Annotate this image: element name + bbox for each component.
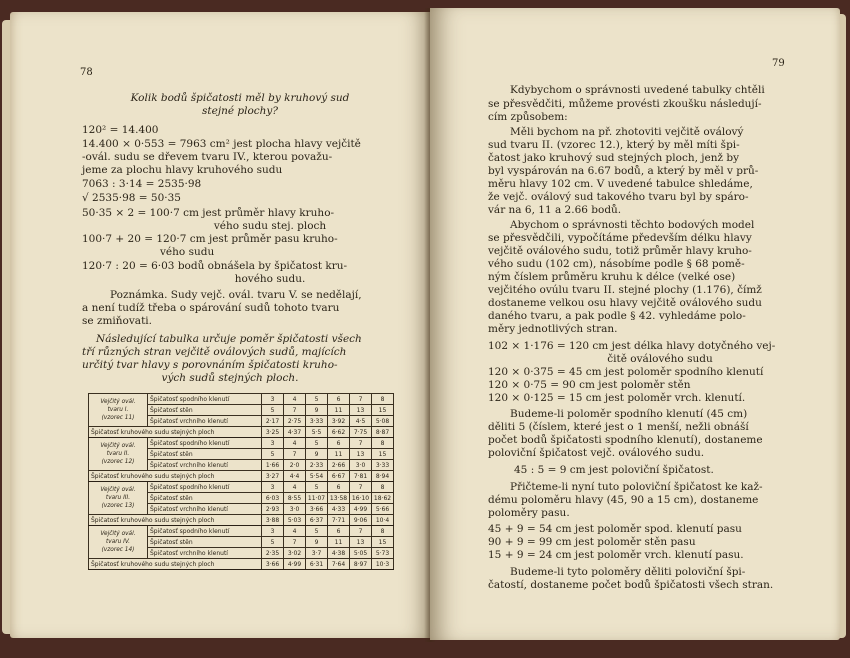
paragraph-line: poloměry pasu. xyxy=(488,507,570,519)
total-value-cell: 8·97 xyxy=(350,559,372,570)
equation-line: 45 + 9 = 54 cm jest poloměr spod. klenutí pasu xyxy=(488,523,742,535)
calc-line: hového sudu. xyxy=(234,273,306,285)
table-total-row xyxy=(89,559,394,570)
row-label: Špičatosť stěn xyxy=(148,405,262,416)
calc-line: 14.400 × 0·553 = 7963 cm² jest plocha hlavy vejčitě xyxy=(82,138,361,150)
calc-line: √ 2535·98 = 50·35 xyxy=(82,192,181,204)
value-cell: 8·55 xyxy=(284,493,306,504)
paragraph-line: vejčitého ovúlu tvaru II. stejné plochy (1.176), čímž xyxy=(488,284,762,296)
total-value-cell: 5·54 xyxy=(306,471,328,482)
paragraph-line: čatostí, dostaneme počet bodů špičatosti všech stran. xyxy=(488,579,774,591)
value-cell: 7 xyxy=(350,438,372,449)
value-cell: 9 xyxy=(306,449,328,460)
table-row xyxy=(89,438,394,449)
value-cell: 5 xyxy=(262,449,284,460)
barrel-shape-label: (vzorec 14) xyxy=(101,547,135,553)
barrel-shape-label: (vzorec 11) xyxy=(101,415,135,421)
note-line: se zmiňovati. xyxy=(82,315,152,327)
table-total-row xyxy=(89,471,394,482)
note-text: Poznámka. Sudy vejč. ovál. tvaru V. se nedělají, xyxy=(110,289,362,301)
paragraph-line: Abychom o správnosti těchto bodových model xyxy=(510,219,755,231)
left-page-number: 78 xyxy=(80,67,93,78)
calc-line: jeme za plochu hlavy kruhového sudu xyxy=(82,164,283,176)
paragraph-line: čatost jako kruhový sud stejných ploch, jenž by xyxy=(488,152,740,164)
total-row-label: Špičatosť kruhového sudu stejných ploch xyxy=(89,515,262,526)
value-cell: 13 xyxy=(350,405,372,416)
section-heading-line-1: Kolik bodů špičatosti měl by kruhový sud xyxy=(130,92,350,104)
paragraph-line: poloviční špičatost vejč. oválového sudu. xyxy=(488,447,705,459)
equation-line: 102 × 1·176 = 120 cm jest délka hlavy dotyčného vej- xyxy=(488,340,776,352)
barrel-shape-label: Vejčitý ovál. xyxy=(100,443,136,449)
value-cell: 2·35 xyxy=(262,548,284,559)
calc-line: -ovál. sudu se dřevem tvaru IV., kterou považu- xyxy=(82,151,333,163)
paragraph-line: se přesvědčiti, můžeme provésti zkoušku následují- xyxy=(488,98,762,110)
equation-line: 90 + 9 = 99 cm jest poloměr stěn pasu xyxy=(488,536,696,548)
total-row-label: Špičatosť kruhového sudu stejných ploch xyxy=(89,471,262,482)
total-row-label: Špičatosť kruhového sudu stejných ploch xyxy=(89,427,262,438)
row-label: Špičatosť stěn xyxy=(148,537,262,548)
value-cell: 5·05 xyxy=(350,548,372,559)
paragraph-line: děliti 5 (číslem, které jest o 1 menší, nežli obnáší xyxy=(488,421,749,433)
barrel-shape-label: tvaru III. xyxy=(105,495,131,501)
value-cell: 16·10 xyxy=(350,493,372,504)
pointedness-table xyxy=(88,393,394,570)
value-cell: 2·33 xyxy=(306,460,328,471)
barrel-shape-label: (vzorec 13) xyxy=(101,503,135,509)
paragraph-line: vého sudu (102 cm), násobíme podle § 68 pomě- xyxy=(488,258,745,270)
paragraph-line: cím způsobem: xyxy=(488,111,568,123)
equation-line: 120 × 0·375 = 45 cm jest poloměr spodního klenutí xyxy=(488,366,764,378)
equation-line: 120 × 0·125 = 15 cm jest poloměr vrch. klenutí. xyxy=(488,392,746,404)
barrel-shape-cell xyxy=(89,438,148,471)
value-cell: 4 xyxy=(284,438,306,449)
value-cell: 11·07 xyxy=(306,493,328,504)
value-cell: 7 xyxy=(284,537,306,548)
barrel-shape-label: Vejčitý ovál. xyxy=(100,487,136,493)
table-intro-line: Následující tabulka určuje poměr špičatosti všech xyxy=(96,333,362,345)
total-row-label: Špičatosť kruhového sudu stejných ploch xyxy=(89,559,262,570)
barrel-shape-label: tvaru IV. xyxy=(105,539,130,545)
value-cell: 5 xyxy=(262,537,284,548)
right-page xyxy=(430,8,840,640)
total-value-cell: 6·62 xyxy=(328,427,350,438)
table-total-row xyxy=(89,515,394,526)
barrel-shape-cell xyxy=(89,482,148,515)
total-value-cell: 6·37 xyxy=(306,515,328,526)
value-cell: 5 xyxy=(306,482,328,493)
paragraph-line: vár na 6, 11 a 2.66 bodů. xyxy=(488,204,622,216)
row-label: Špičatosť spodního klenutí xyxy=(148,438,262,449)
calc-line: vého sudu xyxy=(160,246,215,258)
row-label: Špičatosť vrchního klenutí xyxy=(148,416,262,427)
barrel-shape-label: Vejčitý ovál. xyxy=(100,399,136,405)
value-cell: 5 xyxy=(306,394,328,405)
value-cell: 3·7 xyxy=(306,548,328,559)
value-cell: 8 xyxy=(372,438,394,449)
total-value-cell: 6·67 xyxy=(328,471,350,482)
table-row xyxy=(89,482,394,493)
row-label: Špičatosť spodního klenutí xyxy=(148,526,262,537)
value-cell: 6 xyxy=(328,438,350,449)
row-label: Špičatosť stěn xyxy=(148,493,262,504)
total-value-cell: 9·06 xyxy=(350,515,372,526)
value-cell: 11 xyxy=(328,449,350,460)
value-cell: 3·33 xyxy=(372,460,394,471)
value-cell: 2·66 xyxy=(328,460,350,471)
table-row xyxy=(89,526,394,537)
equation-line: čitě oválového sudu xyxy=(607,353,713,365)
value-cell: 1·66 xyxy=(262,460,284,471)
paragraph-line: dostaneme velkou osu hlavy vejčitě oválového sudu xyxy=(488,297,762,309)
value-cell: 13·58 xyxy=(328,493,350,504)
row-label: Špičatosť vrchního klenutí xyxy=(148,460,262,471)
row-label: Špičatosť vrchního klenutí xyxy=(148,548,262,559)
table-row xyxy=(89,394,394,405)
total-value-cell: 5·5 xyxy=(306,427,328,438)
total-value-cell: 7·64 xyxy=(328,559,350,570)
value-cell: 4·5 xyxy=(350,416,372,427)
value-cell: 5·08 xyxy=(372,416,394,427)
total-value-cell: 8·94 xyxy=(372,471,394,482)
total-value-cell: 3·27 xyxy=(262,471,284,482)
value-cell: 4 xyxy=(284,482,306,493)
total-value-cell: 7·71 xyxy=(328,515,350,526)
row-label: Špičatosť spodního klenutí xyxy=(148,482,262,493)
paragraph-line: Měli bychom na př. zhotoviti vejčitě oválový xyxy=(510,126,744,138)
value-cell: 3·0 xyxy=(284,504,306,515)
value-cell: 15 xyxy=(372,449,394,460)
value-cell: 3 xyxy=(262,438,284,449)
value-cell: 15 xyxy=(372,405,394,416)
left-page xyxy=(10,12,430,638)
value-cell: 4·99 xyxy=(350,504,372,515)
calc-line: 100·7 + 20 = 120·7 cm jest průměr pasu kruho- xyxy=(82,233,338,245)
value-cell: 3 xyxy=(262,394,284,405)
value-cell: 5·66 xyxy=(372,504,394,515)
paragraph-line: počet bodů špičatosti spodního klenutí), dostaneme xyxy=(488,434,763,446)
value-cell: 6 xyxy=(328,482,350,493)
value-cell: 5·73 xyxy=(372,548,394,559)
value-cell: 11 xyxy=(328,537,350,548)
value-cell: 8 xyxy=(372,482,394,493)
row-label: Špičatosť vrchního klenutí xyxy=(148,504,262,515)
value-cell: 7 xyxy=(284,449,306,460)
value-cell: 13 xyxy=(350,449,372,460)
value-cell: 9 xyxy=(306,405,328,416)
calc-line: 7063 : 3·14 = 2535·98 xyxy=(82,178,202,190)
table-intro-line: vých sudů stejných ploch. xyxy=(161,372,299,384)
calc-line: 120·7 : 20 = 6·03 bodů obnášela by špičatost kru- xyxy=(82,260,348,272)
value-cell: 5 xyxy=(262,405,284,416)
calc-line: vého sudu stej. ploch xyxy=(213,220,327,232)
value-cell: 2·93 xyxy=(262,504,284,515)
paragraph-line: Kdybychom o správnosti uvedené tabulky chtěli xyxy=(510,84,765,96)
barrel-shape-cell xyxy=(89,526,148,559)
total-value-cell: 3·66 xyxy=(262,559,284,570)
paragraph-line: byl vyspárován na 6.67 bodů, a který by měl v prů- xyxy=(488,165,759,177)
value-cell: 3·92 xyxy=(328,416,350,427)
calc-line: 50·35 × 2 = 100·7 cm jest průměr hlavy kruho- xyxy=(82,207,335,219)
table-intro-line: tří různých stran vejčitě oválových sudů, majících xyxy=(82,346,347,358)
value-cell: 5 xyxy=(306,526,328,537)
row-label: Špičatosť spodního klenutí xyxy=(148,394,262,405)
value-cell: 8 xyxy=(372,394,394,405)
value-cell: 6 xyxy=(328,526,350,537)
table-intro-line: určitý tvar hlavy s porovnáním špičatosti kruho- xyxy=(82,359,338,371)
paragraph-line: Přičteme-li nyní tuto poloviční špičatost ke kaž- xyxy=(510,481,763,493)
total-value-cell: 8·87 xyxy=(372,427,394,438)
paragraph-line: Budeme-li poloměr spodního klenutí (45 cm) xyxy=(510,408,748,420)
equation-line: 15 + 9 = 24 cm jest poloměr vrch. klenutí pasu. xyxy=(488,549,744,561)
value-cell: 3 xyxy=(262,526,284,537)
value-cell: 7 xyxy=(284,405,306,416)
equation-line: 45 : 5 = 9 cm jest poloviční špičatost. xyxy=(514,464,714,476)
note-line xyxy=(82,289,362,302)
value-cell: 2·17 xyxy=(262,416,284,427)
right-page-number: 79 xyxy=(772,58,785,69)
barrel-shape-label: Vejčitý ovál. xyxy=(100,531,136,537)
paragraph-line: ným číslem průměru kruhu k délce (velké ose) xyxy=(488,271,736,283)
value-cell: 6 xyxy=(328,394,350,405)
paragraph-line: měry jednotlivých stran. xyxy=(488,323,618,335)
value-cell: 5 xyxy=(306,438,328,449)
total-value-cell: 4·4 xyxy=(284,471,306,482)
paragraph-line: daného tvaru, a pak podle § 42. vyhledáme polo- xyxy=(488,310,746,322)
value-cell: 9 xyxy=(306,537,328,548)
paragraph-line: se přesvědčili, vypočítáme především délku hlavy xyxy=(488,232,752,244)
paragraph-line: Budeme-li tyto poloměry děliti poloviční špi- xyxy=(510,566,746,578)
total-value-cell: 4·99 xyxy=(284,559,306,570)
value-cell: 7 xyxy=(350,526,372,537)
value-cell: 4·33 xyxy=(328,504,350,515)
value-cell: 3·0 xyxy=(350,460,372,471)
paragraph-line: dému poloměru hlavy (45, 90 a 15 cm), dostaneme xyxy=(488,494,759,506)
value-cell: 4 xyxy=(284,526,306,537)
paragraph-line: vejčitě oválového sudu, totiž průměr hlavy kruho- xyxy=(488,245,752,257)
total-value-cell: 7·75 xyxy=(350,427,372,438)
value-cell: 13 xyxy=(350,537,372,548)
note-line: a není tudíž třeba o spárování sudů tohoto tvaru xyxy=(82,302,340,314)
paragraph-line: že vejč. oválový sud takového tvaru byl by spáro- xyxy=(488,191,749,203)
barrel-shape-label: tvaru I. xyxy=(107,407,129,413)
value-cell: 8 xyxy=(372,526,394,537)
value-cell: 3·66 xyxy=(306,504,328,515)
total-value-cell: 10·4 xyxy=(372,515,394,526)
table-total-row xyxy=(89,427,394,438)
barrel-shape-cell xyxy=(89,394,148,427)
total-value-cell: 3·88 xyxy=(262,515,284,526)
equation-line: 120 × 0·75 = 90 cm jest poloměr stěn xyxy=(488,379,691,391)
row-label: Špičatosť stěn xyxy=(148,449,262,460)
value-cell: 7 xyxy=(350,394,372,405)
value-cell: 4 xyxy=(284,394,306,405)
value-cell: 7 xyxy=(350,482,372,493)
paragraph-line: měru hlavy 102 cm. V uvedené tabulce shledáme, xyxy=(488,178,753,190)
total-value-cell: 6·31 xyxy=(306,559,328,570)
barrel-shape-label: tvaru II. xyxy=(106,451,130,457)
value-cell: 18·62 xyxy=(372,493,394,504)
value-cell: 4·38 xyxy=(328,548,350,559)
value-cell: 11 xyxy=(328,405,350,416)
value-cell: 3·33 xyxy=(306,416,328,427)
value-cell: 2·0 xyxy=(284,460,306,471)
total-value-cell: 5·03 xyxy=(284,515,306,526)
section-heading-line-2: stejné plochy? xyxy=(202,105,278,117)
total-value-cell: 10·3 xyxy=(372,559,394,570)
value-cell: 3 xyxy=(262,482,284,493)
calc-line: 120² = 14.400 xyxy=(82,124,159,136)
value-cell: 15 xyxy=(372,537,394,548)
value-cell: 6·03 xyxy=(262,493,284,504)
total-value-cell: 3·25 xyxy=(262,427,284,438)
paragraph-line: sud tvaru II. (vzorec 12.), který by měl míti špi- xyxy=(488,139,740,151)
total-value-cell: 4·37 xyxy=(284,427,306,438)
total-value-cell: 7·81 xyxy=(350,471,372,482)
value-cell: 3·02 xyxy=(284,548,306,559)
value-cell: 2·75 xyxy=(284,416,306,427)
barrel-shape-label: (vzorec 12) xyxy=(101,459,135,465)
